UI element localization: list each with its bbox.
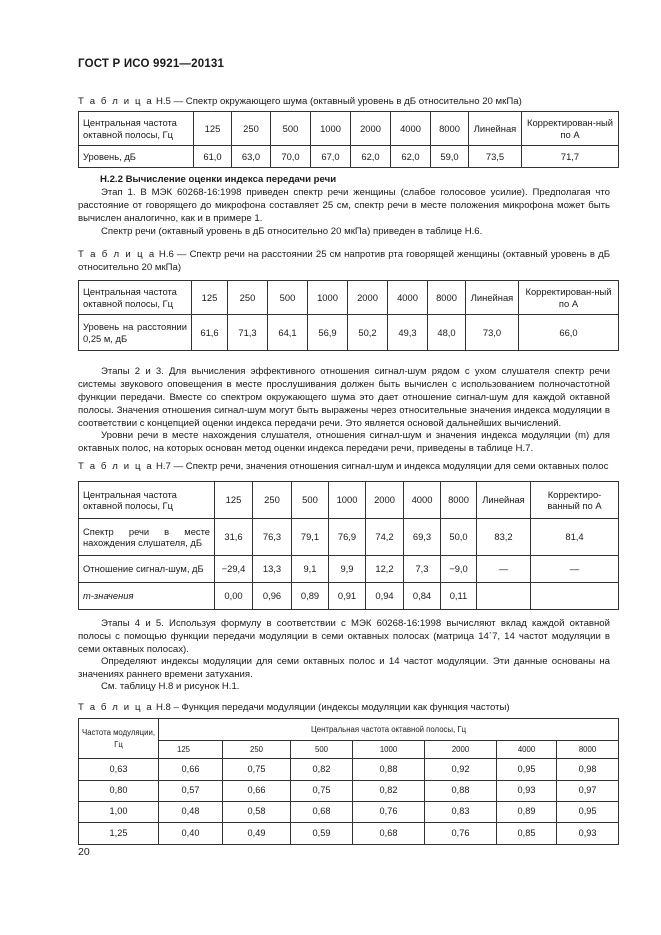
- paragraph: Спектр речи (октавный уровень в дБ относительно 20 мкПа) приведен в таблице Н.6.: [101, 226, 483, 237]
- table-h7-col-header: Корректиро-ванный по А: [531, 482, 619, 519]
- table-h7-cell: −9,0: [441, 556, 477, 583]
- table-h5: [78, 111, 619, 168]
- table-h8-cell: 0,95: [497, 759, 557, 781]
- table-h8-caption-text: Н.8 – Функция передачи модуляции (индексы модуляции как функция частоты): [155, 702, 510, 713]
- table-h8-cell: 0,93: [497, 781, 557, 802]
- table-h7-cell: 74,2: [366, 519, 404, 556]
- table-h5-caption-text: Н.5 — Спектр окружающего шума (октавный уровень в дБ относительно 20 мкПа): [155, 96, 522, 107]
- table-h5-col-header: 250: [232, 112, 271, 146]
- table-h8-col-header: 500: [291, 741, 353, 759]
- table-h6-col-header: Корректирован-ный по А: [519, 281, 619, 315]
- table-h5-col-header: 2000: [351, 112, 391, 146]
- table-h8-cell: 0,76: [425, 823, 497, 845]
- table-h7-col-header: 8000: [441, 482, 477, 519]
- table-h8-cell: 0,68: [353, 823, 425, 845]
- table-h7-cell: 69,3: [404, 519, 441, 556]
- table-h7-col-header: 500: [292, 482, 329, 519]
- table-h6-cell: 73,0: [466, 315, 519, 351]
- table-h6-caption: [78, 248, 610, 274]
- table-h7-cell: 12,2: [366, 556, 404, 583]
- page-number: 20: [78, 846, 90, 858]
- table-h6-row-header: Центральная частота октавной полосы, Гц: [79, 281, 192, 315]
- table-h6-cell: 49,3: [388, 315, 428, 351]
- table-h8-cell: 0,97: [557, 781, 619, 802]
- table-h8-cell: 0,59: [291, 823, 353, 845]
- table-h5-cell: 70,0: [271, 146, 311, 168]
- table-h6-col-header: 4000: [388, 281, 428, 315]
- table-h8-caption: [78, 701, 618, 714]
- table-h8-corner-header: Частота модуляции, Гц: [79, 719, 159, 759]
- table-h5-cell: 61,0: [194, 146, 232, 168]
- table-h7-caption-prefix: Т а б л и ц а: [78, 461, 154, 472]
- table-h8-cell: 0,48: [159, 802, 223, 823]
- table-h5-col-header: 125: [194, 112, 232, 146]
- table-h5-col-header: Линейная: [469, 112, 522, 146]
- table-h8-cell: 0,85: [497, 823, 557, 845]
- table-h8-cell: 0,66: [223, 781, 291, 802]
- table-h8-cell: 0,93: [557, 823, 619, 845]
- table-h5-col-header: 1000: [311, 112, 351, 146]
- table-h8-cell: 0,88: [425, 781, 497, 802]
- table-h8-caption-prefix: Т а б л и ц а: [78, 702, 154, 713]
- table-h5-caption: [78, 95, 618, 108]
- table-h7-col-header: Линейная: [477, 482, 531, 519]
- table-h7-cell: 9,1: [292, 556, 329, 583]
- paragraph: Этапы 2 и 3. Для вычисления эффективного отношения сигнал-шум рядом с ухом слушателя спектр речи системы звукового оповещения в месте прослушивания должен быть вычислен с использованием полночастотной функции передачи. Вместе со спектром окружающего шума это дает отношение сигнал-шум для каждой октавной полосы. Значения отношения сигнал-шум могут быть выражены через относительные значения индекса модуляции в соответствии с концепцией оценки индекса передачи речи. Это является основой дальнейших вычислений.: [78, 366, 610, 429]
- table-h7-col-header: 250: [253, 482, 292, 519]
- table-h6: [78, 280, 619, 351]
- table-h7-col-header: 4000: [404, 482, 441, 519]
- table-h6-cell: 61,6: [192, 315, 228, 351]
- table-h5-cell: 73,5: [469, 146, 522, 168]
- table-h8-cell: 0,83: [425, 802, 497, 823]
- table-h6-col-header: 125: [192, 281, 228, 315]
- table-h7-cell: —: [477, 556, 531, 583]
- table-h5-col-header: 500: [271, 112, 311, 146]
- table-h5-cell: 67,0: [311, 146, 351, 168]
- table-h5-col-header: 4000: [391, 112, 431, 146]
- table-h7-cell: 76,3: [253, 519, 292, 556]
- table-h6-cell: 71,3: [228, 315, 268, 351]
- table-h6-col-header: Линейная: [466, 281, 519, 315]
- table-h8-col-header: 250: [223, 741, 291, 759]
- table-h6-cell: 64,1: [268, 315, 308, 351]
- table-h8-cell: 0,98: [557, 759, 619, 781]
- table-h8-cell: 0,82: [353, 781, 425, 802]
- table-h6-row-label: Уровень на расстоянии 0,25 м, дБ: [79, 315, 192, 351]
- table-h7-cell: 0,96: [253, 583, 292, 610]
- table-h8-cell: 0,57: [159, 781, 223, 802]
- table-h8-cell: 0,92: [425, 759, 497, 781]
- table-h6-cell: 48,0: [428, 315, 466, 351]
- table-h7-cell: 81,4: [531, 519, 619, 556]
- table-h7-cell: [477, 583, 531, 610]
- table-h6-cell: 56,9: [308, 315, 348, 351]
- table-h7-cell: 9,9: [329, 556, 366, 583]
- table-h7-col-header: 125: [215, 482, 253, 519]
- table-h8-cell: 0,66: [159, 759, 223, 781]
- table-h8-col-header: 125: [159, 741, 223, 759]
- table-h7-cell: 7,3: [404, 556, 441, 583]
- table-h5-cell: 71,7: [522, 146, 619, 168]
- table-h7-cell: 31,6: [215, 519, 253, 556]
- paragraph: См. таблицу Н.8 и рисунок Н.1.: [101, 681, 240, 692]
- table-h7-row-label: Спектр речи в месте нахождения слушателя, дБ: [79, 519, 215, 556]
- table-h7-cell: 50,0: [441, 519, 477, 556]
- paragraph: Этапы 4 и 5. Используя формулу в соответствии с МЭК 60268-16:1998 вычисляют вклад каждой октавной полосы с помощью функции передачи модуляции в семи октавных полосах (матрица 14`7, 14 частот модуляции в семи октавных полосах).: [78, 618, 610, 655]
- table-h5-cell: 63,0: [232, 146, 271, 168]
- table-h5-cell: 62,0: [351, 146, 391, 168]
- table-h6-col-header: 2000: [348, 281, 388, 315]
- table-h8-row-freq: 1,00: [79, 802, 159, 823]
- table-h8-cell: 0,76: [353, 802, 425, 823]
- table-h8-col-header: 8000: [557, 741, 619, 759]
- table-h8-cell: 0,82: [291, 759, 353, 781]
- table-h7-cell: 79,1: [292, 519, 329, 556]
- table-h8-col-header: 1000: [353, 741, 425, 759]
- table-h7-cell: −29,4: [215, 556, 253, 583]
- table-h6-col-header: 1000: [308, 281, 348, 315]
- table-h5-cell: 59,0: [431, 146, 469, 168]
- table-h5-col-header: Корректирован-ный по А: [522, 112, 619, 146]
- table-h7-cell: —: [531, 556, 619, 583]
- table-h8-cell: 0,40: [159, 823, 223, 845]
- table-h8-row-freq: 0,63: [79, 759, 159, 781]
- table-h8-cell: 0,75: [291, 781, 353, 802]
- table-h6-col-header: 500: [268, 281, 308, 315]
- table-h7-row-label: m-значения: [79, 583, 215, 610]
- table-h7-caption: [78, 460, 623, 473]
- table-h7-caption-text: Н.7 — Спектр речи, значения отношения сигнал-шум и индекса модуляции для семи октавных полос: [155, 461, 609, 472]
- table-h7-cell: 0,94: [366, 583, 404, 610]
- table-h5-caption-prefix: Т а б л и ц а: [78, 96, 154, 107]
- table-h7-cell: 76,9: [329, 519, 366, 556]
- table-h8-cell: 0,88: [353, 759, 425, 781]
- table-h7-row-label: Отношение сигнал-шум, дБ: [79, 556, 215, 583]
- table-h8-cell: 0,58: [223, 802, 291, 823]
- table-h6-caption-text: Н.6 — Спектр речи на расстоянии 25 см напротив рта говорящей женщины (октавный уровень в дБ относительно 20 мкПа): [78, 249, 610, 273]
- table-h5-row-label: Уровень, дБ: [79, 146, 194, 168]
- table-h6-caption-prefix: Т а б л и ц а: [78, 249, 156, 260]
- table-h5-cell: 62,0: [391, 146, 431, 168]
- table-h7-cell: [531, 583, 619, 610]
- table-h8-group-header: Центральная частота октавной полосы, Гц: [159, 719, 619, 741]
- table-h8-row-freq: 0,80: [79, 781, 159, 802]
- table-h7-cell: 0,00: [215, 583, 253, 610]
- table-h7-cell: 0,11: [441, 583, 477, 610]
- table-h7-col-header: 2000: [366, 482, 404, 519]
- table-h7-cell: 0,89: [292, 583, 329, 610]
- table-h8-cell: 0,49: [223, 823, 291, 845]
- table-h8-cell: 0,89: [497, 802, 557, 823]
- table-h5-row-header: Центральная частота октавной полосы, Гц: [79, 112, 194, 146]
- table-h6-cell: 50,2: [348, 315, 388, 351]
- table-h7-row-header: Центральная частота октавной полосы, Гц: [79, 482, 215, 519]
- table-h7-cell: 13,3: [253, 556, 292, 583]
- paragraph: Этап 1. В МЭК 60268-16:1998 приведен спектр речи женщины (слабое голосовое усилие). Предполагая что расстояние от говорящего до микрофона составляет 25 см, спектр речи в месте положения микрофона может быть вычислен аналогично, как и в примере 1.: [78, 187, 610, 224]
- table-h8-cell: 0,75: [223, 759, 291, 781]
- table-h7: [78, 481, 619, 610]
- table-h6-cell: 66,0: [519, 315, 619, 351]
- standard-designation: ГОСТ Р ИСО 9921—20131: [78, 58, 225, 70]
- table-h6-col-header: 8000: [428, 281, 466, 315]
- table-h6-col-header: 250: [228, 281, 268, 315]
- table-h7-cell: 83,2: [477, 519, 531, 556]
- table-h8-cell: 0,95: [557, 802, 619, 823]
- table-h8-row-freq: 1,25: [79, 823, 159, 845]
- section-heading: Н.2.2 Вычисление оценки индекса передачи речи: [100, 174, 337, 185]
- table-h7-col-header: 1000: [329, 482, 366, 519]
- table-h7-cell: 0,91: [329, 583, 366, 610]
- table-h5-col-header: 8000: [431, 112, 469, 146]
- table-h8-cell: 0,68: [291, 802, 353, 823]
- paragraph: Определяют индексы модуляции для семи октавных полос и 14 частот модуляции. Эти данные основаны на значениях раннего времени затухания.: [78, 656, 610, 680]
- table-h8-col-header: 2000: [425, 741, 497, 759]
- table-h7-cell: 0,84: [404, 583, 441, 610]
- table-h8-col-header: 4000: [497, 741, 557, 759]
- table-h8: [78, 718, 619, 845]
- paragraph: Уровни речи в месте нахождения слушателя, отношения сигнал-шум и значения индекса модуляции (m) для октавных полос, на которых основан метод оценки индекса передачи речи, приведены в таблице Н.7.: [78, 430, 610, 454]
